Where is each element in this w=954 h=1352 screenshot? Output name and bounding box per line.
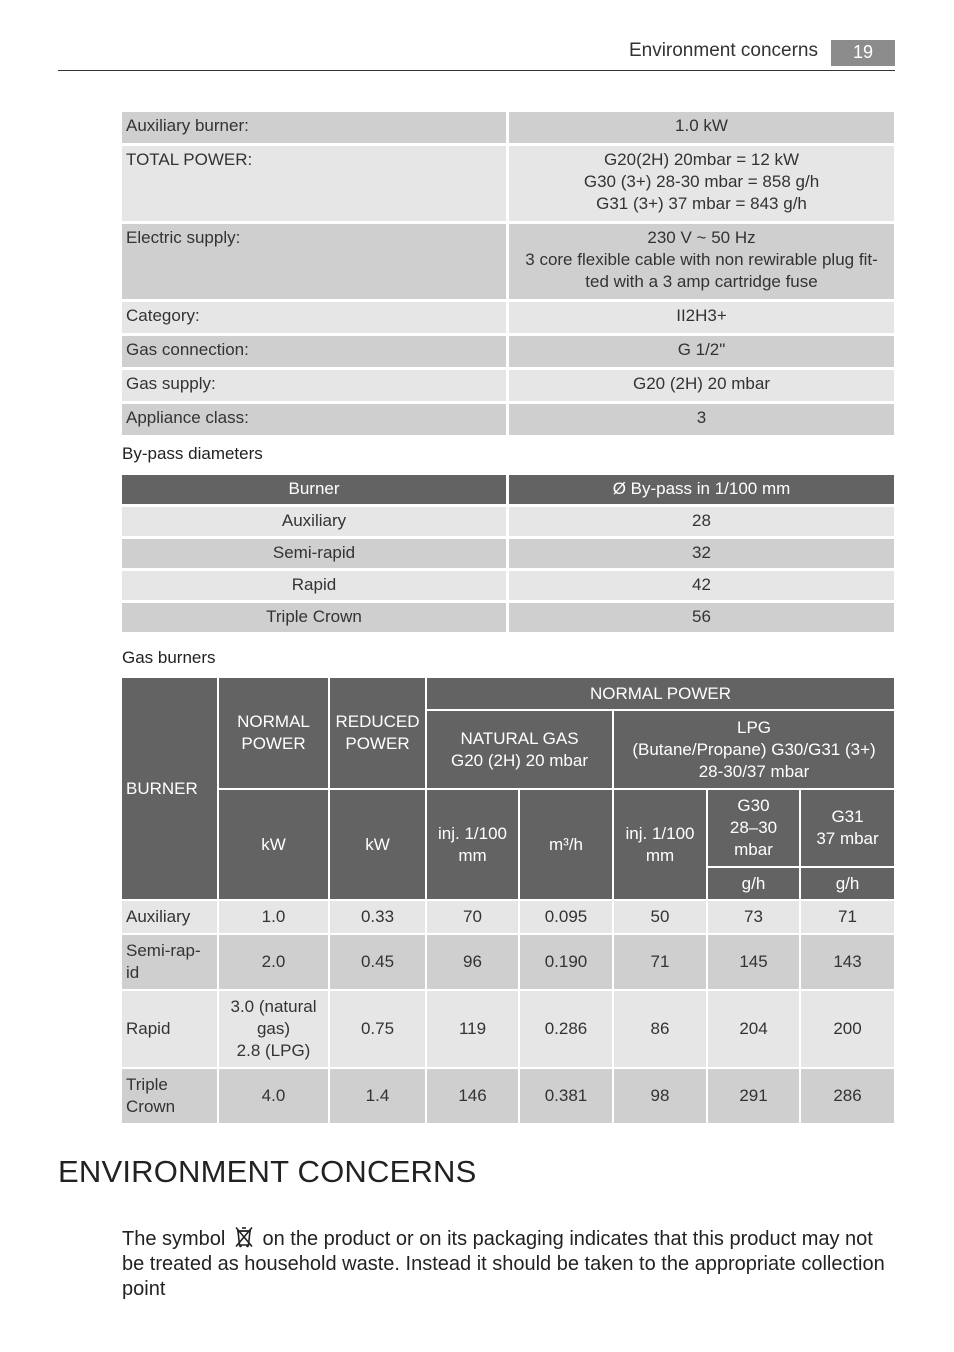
table-row xyxy=(122,539,894,571)
row-label: TOTAL POWER: xyxy=(122,146,509,224)
cell: 0.286 xyxy=(520,991,614,1069)
bypass-caption: By-pass diameters xyxy=(122,444,263,463)
cell: 0.381 xyxy=(520,1069,614,1125)
table-row xyxy=(122,370,894,404)
cell: 0.190 xyxy=(520,935,614,991)
gas-burners-caption: Gas burners xyxy=(122,648,216,667)
table-row xyxy=(122,146,894,224)
table-row xyxy=(122,991,894,1069)
table-row xyxy=(122,901,894,935)
crossed-out-wheelie-bin-icon xyxy=(233,1226,255,1248)
cell: 146 xyxy=(427,1069,520,1125)
row-label: Auxiliary burner: xyxy=(122,112,509,146)
cell: 32 xyxy=(509,539,894,571)
cell: 0.45 xyxy=(330,935,427,991)
cell: 42 xyxy=(509,571,894,603)
table-row xyxy=(122,1069,894,1125)
cell: 145 xyxy=(708,935,801,991)
burner-name: Semi-rap- id xyxy=(122,935,219,991)
table-header-row xyxy=(122,678,894,711)
table-row xyxy=(122,935,894,991)
column-header: Burner xyxy=(122,475,509,507)
cell: 143 xyxy=(801,935,894,991)
column-header-burner: BURNER xyxy=(122,678,219,901)
row-value: II2H3+ xyxy=(509,302,894,336)
page-number: 19 xyxy=(831,40,895,66)
cell: 71 xyxy=(801,901,894,935)
unit-kw: kW xyxy=(330,790,427,901)
environment-paragraph: The symbol on the product or on its packaging indicates that this product may not be treated as household waste. Instead it should be taken to the appropriate collection point xyxy=(122,1228,885,1300)
column-header-reduced-power: REDUCED POWER xyxy=(330,678,427,790)
burner-name: Auxiliary xyxy=(122,901,219,935)
unit-gh: g/h xyxy=(801,868,894,901)
unit-gh: g/h xyxy=(708,868,801,901)
row-label: Category: xyxy=(122,302,509,336)
running-header-title: Environment concerns xyxy=(628,40,818,61)
table-header-row xyxy=(122,790,894,868)
table-row xyxy=(122,336,894,370)
table-row xyxy=(122,302,894,336)
row-value: 3 xyxy=(509,404,894,438)
unit-injector: inj. 1/100 mm xyxy=(614,790,708,901)
row-label: Gas supply: xyxy=(122,370,509,404)
row-value: G20(2H) 20mbar = 12 kW G30 (3+) 28-30 mbar = 858 g/h G31 (3+) 37 mbar = 843 g/h xyxy=(509,146,894,224)
unit-injector: inj. 1/100 mm xyxy=(427,790,520,901)
cell: 73 xyxy=(708,901,801,935)
cell: 50 xyxy=(614,901,708,935)
row-value: G20 (2H) 20 mbar xyxy=(509,370,894,404)
cell: Auxiliary xyxy=(122,507,509,539)
table-row xyxy=(122,224,894,302)
cell: 70 xyxy=(427,901,520,935)
bypass-diameters-table xyxy=(122,475,894,635)
column-header-normal-power: NORMAL POWER xyxy=(219,678,330,790)
cell: 98 xyxy=(614,1069,708,1125)
cell: 200 xyxy=(801,991,894,1069)
unit-kw: kW xyxy=(219,790,330,901)
burner-name: Triple Crown xyxy=(122,1069,219,1125)
cell: 286 xyxy=(801,1069,894,1125)
column-header: Ø By-pass in 1/100 mm xyxy=(509,475,894,507)
table-row xyxy=(122,112,894,146)
cell: 86 xyxy=(614,991,708,1069)
column-header-normal-power-group: NORMAL POWER xyxy=(427,678,894,711)
cell: 119 xyxy=(427,991,520,1069)
gas-burners-table xyxy=(122,678,894,1125)
column-header-lpg: LPG (Butane/Propane) G30/G31 (3+) 28-30/37 mbar xyxy=(614,711,894,790)
header-rule xyxy=(58,70,895,71)
column-header-natural-gas: NATURAL GAS G20 (2H) 20 mbar xyxy=(427,711,614,790)
section-title: ENVIRONMENT CONCERNS xyxy=(58,1154,477,1189)
cell: 291 xyxy=(708,1069,801,1125)
column-header-g31: G31 37 mbar xyxy=(801,790,894,868)
cell: 0.33 xyxy=(330,901,427,935)
burner-name: Rapid xyxy=(122,991,219,1069)
cell: 56 xyxy=(509,603,894,635)
table-row xyxy=(122,507,894,539)
table-header-row xyxy=(122,475,894,507)
column-header-g30: G30 28–30 mbar xyxy=(708,790,801,868)
cell: Rapid xyxy=(122,571,509,603)
unit-m3h: m³/h xyxy=(520,790,614,901)
cell: Triple Crown xyxy=(122,603,509,635)
cell: 204 xyxy=(708,991,801,1069)
cell: 0.095 xyxy=(520,901,614,935)
row-value: 1.0 kW xyxy=(509,112,894,146)
row-label: Electric supply: xyxy=(122,224,509,302)
row-label: Appliance class: xyxy=(122,404,509,438)
cell: 3.0 (natural gas) 2.8 (LPG) xyxy=(219,991,330,1069)
table-row xyxy=(122,404,894,438)
cell: 71 xyxy=(614,935,708,991)
cell: 0.75 xyxy=(330,991,427,1069)
cell: 2.0 xyxy=(219,935,330,991)
row-value: G 1/2" xyxy=(509,336,894,370)
row-value: 230 V ~ 50 Hz 3 core flexible cable with non rewirable plug fit- ted with a 3 amp cartridge fuse xyxy=(509,224,894,302)
table-row xyxy=(122,603,894,635)
cell: Semi-rapid xyxy=(122,539,509,571)
cell: 1.4 xyxy=(330,1069,427,1125)
row-label: Gas connection: xyxy=(122,336,509,370)
technical-data-table xyxy=(122,112,894,438)
cell: 96 xyxy=(427,935,520,991)
table-row xyxy=(122,571,894,603)
cell: 1.0 xyxy=(219,901,330,935)
cell: 28 xyxy=(509,507,894,539)
cell: 4.0 xyxy=(219,1069,330,1125)
